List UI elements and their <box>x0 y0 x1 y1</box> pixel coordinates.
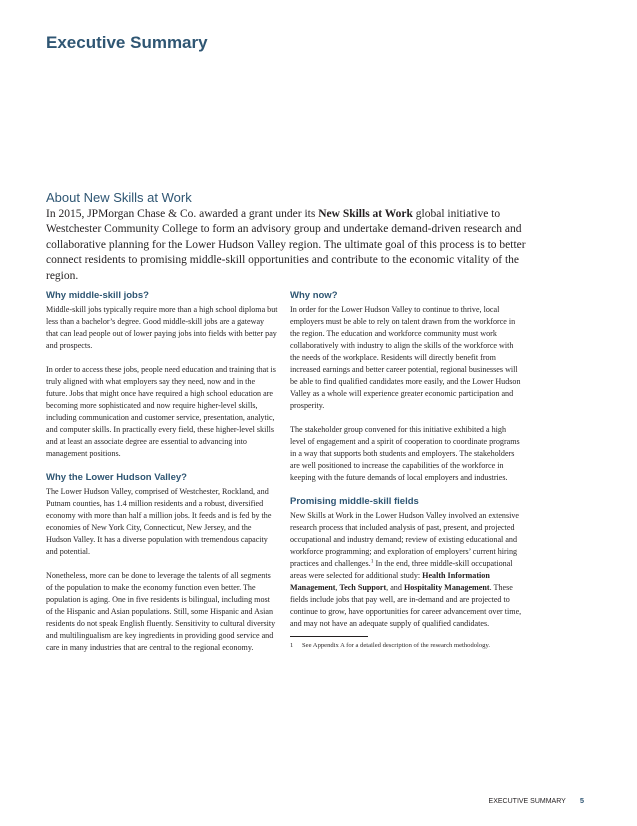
promising-text-b: In the end, three middle-skill occupational areas were selected for additional study: <box>290 559 513 580</box>
promising-fields-paragraph <box>290 510 522 630</box>
page-title: Executive Summary <box>46 33 208 52</box>
why-lhv-heading: Why the Lower Hudson Valley? <box>46 472 187 483</box>
intro-paragraph <box>46 207 546 284</box>
about-heading: About New Skills at Work <box>46 190 192 205</box>
footnote-divider <box>290 636 368 637</box>
promising-text-c: . These fields include jobs that pay well, are in-demand and are projected to continue to grow, have opportunities for career advancement over time, and may not have an adequate supply of qualified candidates. <box>290 583 522 628</box>
field-separator-2: , and <box>386 583 404 592</box>
why-middle-skill-paragraph-1: Middle-skill jobs typically require more than a high school diploma but less than a bachelor’s degree. Good middle-skill jobs are a gateway that can lead people out of lower paying jobs into fields with better pay and prospects. <box>46 305 278 350</box>
footnote-ref[interactable]: 1 <box>370 558 374 565</box>
intro-bold-initiative: New Skills at Work <box>318 208 413 220</box>
why-now-heading: Why now? <box>290 290 338 301</box>
why-middle-skill-paragraph-2: In order to access these jobs, people need education and training that is truly aligned with what employers say they need, now and in the future. Jobs that might once have required a high school education are becoming more sophisticated and now require higher-level skills, including communication and customer service, presentation, analytic, and computer skills. In practically every field, these higher-level skills and at least an associate degree are essential to advancing into management positions. <box>46 365 276 458</box>
field-health-information: Health Information Management <box>290 571 490 592</box>
intro-text-1: In 2015, JPMorgan Chase & Co. awarded a grant under its <box>46 208 319 220</box>
footnote-number: 1 <box>290 642 294 649</box>
footer-section-label: EXECUTIVE SUMMARY <box>488 798 566 805</box>
field-separator-1: , <box>335 583 340 592</box>
right-column <box>290 290 522 650</box>
why-lhv-paragraph-2: Nonetheless, more can be done to leverage the talents of all segments of the population to make the economy function even better. The population is aging. One in five residents is bilingual, including most of the Hispanic and Asian populations. Still, some Hispanic and Asian residents do not speak English fluently. Sensitivity to cultural diversity and multilingualism are key ingredients in providing good service and care in many industries that are central to the regional economy. <box>46 571 276 652</box>
field-hospitality: Hospitality Management <box>403 583 490 592</box>
field-tech-support: Tech Support <box>339 583 387 592</box>
promising-fields-heading: Promising middle-skill fields <box>290 496 419 507</box>
left-column <box>46 290 278 660</box>
why-now-paragraph-2: The stakeholder group convened for this initiative exhibited a high level of engagement and a spirit of cooperation to coordinate programs in a way that supports both students and employers. The stakeholders are well positioned to increase the capabilities of the workforce in keeping with the future demands of local employers and industries. <box>290 425 520 482</box>
why-middle-skill-heading: Why middle-skill jobs? <box>46 290 149 301</box>
footer-page-number: 5 <box>579 796 584 805</box>
footnote <box>290 641 522 650</box>
page-footer <box>489 796 584 805</box>
promising-text-a: New Skills at Work in the Lower Hudson Valley involved an extensive research process that included analysis of past, present, and projected occupational and industry demand; review of existing educational and workforce programming; and exploration of employers’ current hiring practices and challenges. <box>290 511 520 568</box>
why-lhv-paragraph-1: The Lower Hudson Valley, comprised of Westchester, Rockland, and Putnam counties, has 1.4 million residents and a robust, diversified economy with more than half a million jobs. It feeds and is fed by the economies of New York City, Connecticut, New Jersey, and the Hudson Valley. It has a diverse population with tremendous capacity and potential. <box>46 487 272 556</box>
why-now-paragraph-1: In order for the Lower Hudson Valley to continue to thrive, local employers must be able to rely on talent drawn from the workforce in the region. The education and workforce community must work collaboratively with industry to align the skills of the workforce with the needs of the workplace. Residents will directly benefit from increased earnings and better career potential, regional businesses will be able to find qualified candidates more easily, and the Lower Hudson Valley as a whole will experience greater economic participation and prosperity. <box>290 305 521 410</box>
footnote-text: See Appendix A for a detailed description of the research methodology. <box>302 642 490 649</box>
intro-text-2: global initiative to Westchester Community College to form an advisory group and undertake demand-driven research and collaborative planning for the Lower Hudson Valley region. The ultimate goal of this process is to better connect residents to promising middle-skill opportunities and contribute to the economic vitality of the region. <box>46 208 526 282</box>
